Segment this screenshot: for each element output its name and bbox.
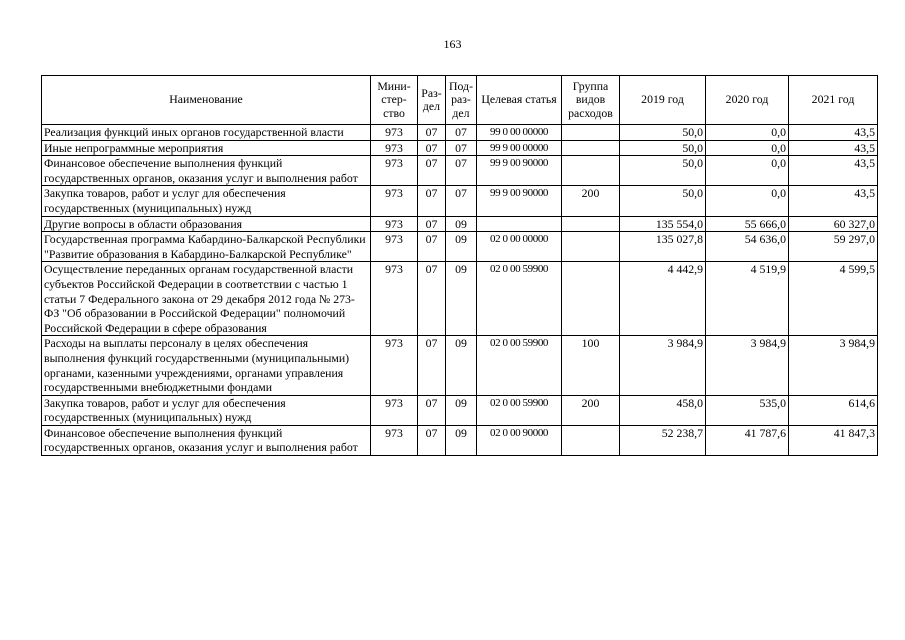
cell-2020: 0,0	[706, 140, 789, 156]
cell-section: 07	[418, 395, 446, 425]
cell-section: 07	[418, 125, 446, 141]
cell-target: 99 9 00 90000	[477, 156, 562, 186]
cell-ministry: 973	[371, 262, 418, 336]
cell-expense-group	[562, 140, 620, 156]
table-row	[42, 140, 878, 156]
table-row	[42, 336, 878, 395]
table-row	[42, 156, 878, 186]
cell-name: Другие вопросы в области образования	[42, 216, 371, 232]
cell-section: 07	[418, 262, 446, 336]
cell-name: Финансовое обеспечение выполнения функций государственных органов, оказания услуг и выполнения работ	[42, 425, 371, 455]
cell-2021: 43,5	[789, 140, 878, 156]
table-header-row	[42, 76, 878, 125]
cell-name: Иные непрограммные мероприятия	[42, 140, 371, 156]
cell-subsection: 07	[446, 186, 477, 216]
cell-2019: 135 554,0	[620, 216, 706, 232]
cell-expense-group	[562, 156, 620, 186]
cell-subsection: 09	[446, 216, 477, 232]
cell-target: 02 0 00 90000	[477, 425, 562, 455]
cell-2020: 0,0	[706, 186, 789, 216]
header-expense-group: Группа видов расходов	[562, 76, 620, 125]
cell-2020: 4 519,9	[706, 262, 789, 336]
cell-subsection: 09	[446, 336, 477, 395]
cell-section: 07	[418, 140, 446, 156]
cell-ministry: 973	[371, 186, 418, 216]
cell-name: Финансовое обеспечение выполнения функций государственных органов, оказания услуг и выполнения работ	[42, 156, 371, 186]
table-row	[42, 262, 878, 336]
cell-name: Реализация функций иных органов государственной власти	[42, 125, 371, 141]
header-target: Целевая статья	[477, 76, 562, 125]
cell-target	[477, 216, 562, 232]
header-section: Раз-дел	[418, 76, 446, 125]
cell-target: 99 9 00 90000	[477, 186, 562, 216]
table-row	[42, 186, 878, 216]
cell-subsection: 09	[446, 425, 477, 455]
cell-2020: 0,0	[706, 156, 789, 186]
table-row	[42, 395, 878, 425]
cell-section: 07	[418, 425, 446, 455]
cell-2019: 50,0	[620, 156, 706, 186]
cell-target: 99 0 00 00000	[477, 125, 562, 141]
budget-table	[41, 75, 878, 456]
cell-ministry: 973	[371, 216, 418, 232]
cell-expense-group: 200	[562, 186, 620, 216]
cell-ministry: 973	[371, 140, 418, 156]
cell-2019: 50,0	[620, 186, 706, 216]
cell-2020: 54 636,0	[706, 232, 789, 262]
cell-target: 02 0 00 00000	[477, 232, 562, 262]
header-subsection: Под-раз-дел	[446, 76, 477, 125]
cell-ministry: 973	[371, 156, 418, 186]
cell-2020: 41 787,6	[706, 425, 789, 455]
header-2021: 2021 год	[789, 76, 878, 125]
cell-2021: 43,5	[789, 186, 878, 216]
cell-name: Расходы на выплаты персоналу в целях обеспечения выполнения функций государственными (муниципальными) органами, казенными учреждениями, органами управления государственными внебюджетными фондами	[42, 336, 371, 395]
cell-expense-group	[562, 125, 620, 141]
cell-expense-group: 200	[562, 395, 620, 425]
cell-expense-group	[562, 232, 620, 262]
cell-ministry: 973	[371, 232, 418, 262]
cell-section: 07	[418, 232, 446, 262]
header-name: Наименование	[42, 76, 371, 125]
cell-subsection: 07	[446, 140, 477, 156]
cell-name: Закупка товаров, работ и услуг для обеспечения государственных (муниципальных) нужд	[42, 186, 371, 216]
cell-subsection: 09	[446, 395, 477, 425]
cell-2019: 3 984,9	[620, 336, 706, 395]
table-row	[42, 125, 878, 141]
cell-2020: 535,0	[706, 395, 789, 425]
cell-2020: 3 984,9	[706, 336, 789, 395]
cell-ministry: 973	[371, 395, 418, 425]
cell-2020: 0,0	[706, 125, 789, 141]
cell-subsection: 07	[446, 125, 477, 141]
cell-2021: 43,5	[789, 125, 878, 141]
cell-2021: 60 327,0	[789, 216, 878, 232]
cell-2021: 59 297,0	[789, 232, 878, 262]
table-row	[42, 232, 878, 262]
cell-section: 07	[418, 336, 446, 395]
cell-2019: 135 027,8	[620, 232, 706, 262]
cell-2019: 4 442,9	[620, 262, 706, 336]
header-2019: 2019 год	[620, 76, 706, 125]
cell-subsection: 09	[446, 232, 477, 262]
cell-section: 07	[418, 156, 446, 186]
cell-2021: 4 599,5	[789, 262, 878, 336]
cell-expense-group	[562, 262, 620, 336]
cell-name: Осуществление переданных органам государственной власти субъектов Российской Федерации в соответствии с частью 1 статьи 7 Федерального закона от 29 декабря 2012 года № 273-ФЗ "Об образовании в Российской Федерации" полномочий Российской Федерации в сфере образования	[42, 262, 371, 336]
cell-ministry: 973	[371, 125, 418, 141]
cell-subsection: 07	[446, 156, 477, 186]
cell-2021: 614,6	[789, 395, 878, 425]
header-2020: 2020 год	[706, 76, 789, 125]
cell-section: 07	[418, 216, 446, 232]
cell-section: 07	[418, 186, 446, 216]
cell-2019: 50,0	[620, 125, 706, 141]
cell-name: Государственная программа Кабардино-Балкарской Республики "Развитие образования в Кабардино-Балкарской Республике"	[42, 232, 371, 262]
cell-2020: 55 666,0	[706, 216, 789, 232]
cell-2021: 3 984,9	[789, 336, 878, 395]
cell-2019: 458,0	[620, 395, 706, 425]
cell-2021: 43,5	[789, 156, 878, 186]
cell-target: 02 0 00 59900	[477, 336, 562, 395]
cell-target: 99 9 00 00000	[477, 140, 562, 156]
cell-expense-group	[562, 425, 620, 455]
table-row	[42, 216, 878, 232]
header-ministry: Мини-стер-ство	[371, 76, 418, 125]
cell-2021: 41 847,3	[789, 425, 878, 455]
table-row	[42, 425, 878, 455]
cell-ministry: 973	[371, 425, 418, 455]
cell-2019: 52 238,7	[620, 425, 706, 455]
cell-name: Закупка товаров, работ и услуг для обеспечения государственных (муниципальных) нужд	[42, 395, 371, 425]
cell-2019: 50,0	[620, 140, 706, 156]
page-number: 163	[443, 37, 462, 51]
cell-subsection: 09	[446, 262, 477, 336]
cell-expense-group	[562, 216, 620, 232]
cell-expense-group: 100	[562, 336, 620, 395]
cell-ministry: 973	[371, 336, 418, 395]
cell-target: 02 0 00 59900	[477, 395, 562, 425]
cell-target: 02 0 00 59900	[477, 262, 562, 336]
